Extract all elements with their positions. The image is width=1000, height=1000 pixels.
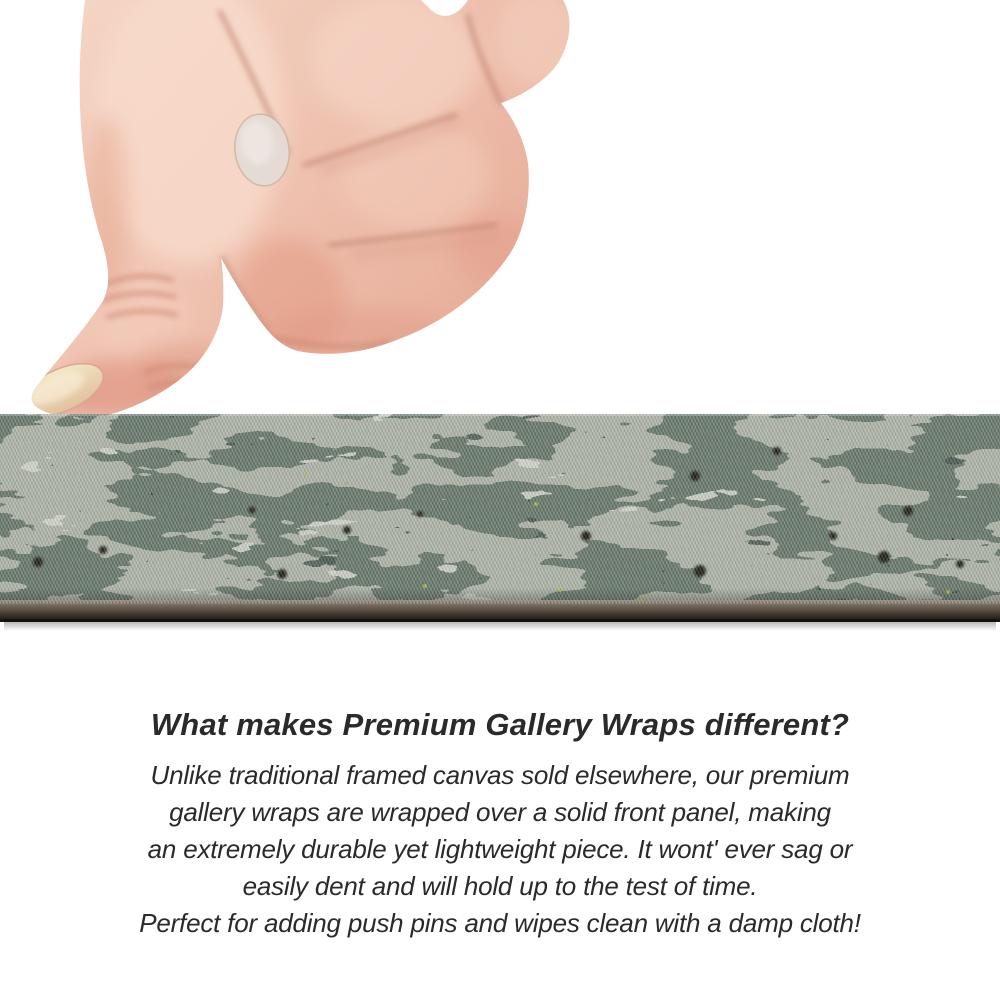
- hand-photo: [0, 0, 760, 424]
- canvas-fold-shadow: [0, 588, 1000, 600]
- canvas-texture: [0, 414, 1000, 606]
- body-line: Perfect for adding push pins and wipes clean with a damp cloth!: [139, 908, 861, 938]
- body-line: an extremely durable yet lightweight piece. It wont' ever sag or: [147, 834, 853, 864]
- canvas-edge-line: [0, 619, 1000, 622]
- hand-pressing-thumb-illustration: [0, 0, 760, 424]
- section-heading: What makes Premium Gallery Wraps different?: [150, 707, 850, 742]
- body-line: gallery wraps are wrapped over a solid front panel, making: [169, 797, 831, 827]
- body-line: Unlike traditional framed canvas sold elsewhere, our premium: [150, 760, 850, 790]
- body-line: easily dent and will hold up to the test of time.: [242, 871, 758, 901]
- canvas-drop-shadow: [4, 622, 996, 631]
- canvas-edge-band: [0, 600, 1000, 620]
- canvas-edge-strip: [0, 414, 1000, 646]
- caption-section: [0, 706, 1000, 942]
- canvas-texture-graphic: [0, 414, 1000, 646]
